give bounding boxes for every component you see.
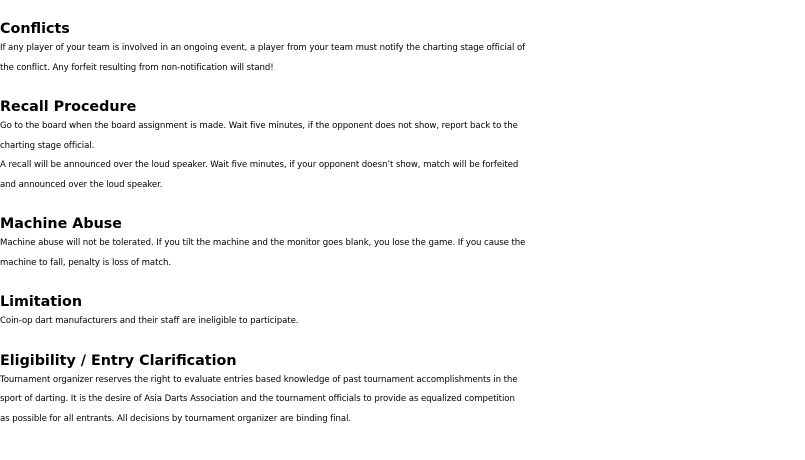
section-recall-procedure [0,98,805,195]
section-title: Limitation [0,294,83,310]
body-line: Go to the board when the board assignment is made. Wait five minutes, if the opponent does not show, report back to the [0,121,518,131]
body-line: If any player of your team is involved in an ongoing event, a player from your team must notify the charting stage official of [0,43,526,53]
body-line: machine to fall, penalty is loss of match. [0,257,172,268]
body-line: as possible for all entrants. All decisions by tournament organizer are binding final. [0,413,352,424]
section-body [0,234,805,273]
body-line: Tournament organizer reserves the right to evaluate entries based knowledge of past tournament accomplishments in the [0,374,518,385]
section-machine-abuse [0,215,805,273]
body-line: sport of darting. It is the desire of Asia Darts Association and the tournament officials to provide as equalized competition [0,394,515,404]
section-limitation [0,293,805,332]
section-title: Eligibility / Entry Clarification [0,352,237,369]
body-line: charting stage official. [0,140,95,151]
section-conflicts [0,20,805,78]
body-line: Machine abuse will not be tolerated. If you tilt the machine and the monitor goes blank, you lose the game. If you cause the [0,238,526,248]
section-body [0,371,805,430]
section-title: Conflicts [0,21,70,37]
section-body [0,312,805,332]
body-line: and announced over the loud speaker. [0,179,163,190]
section-title: Machine Abuse [0,216,122,232]
section-eligibility-entry-clarification [0,352,805,430]
section-body [0,39,805,78]
section-body [0,117,805,195]
body-line: the conflict. Any forfeit resulting from non-notification will stand! [0,62,274,73]
rules-document [0,20,805,449]
body-line: Coin-op dart manufacturers and their staff are ineligible to participate. [0,316,299,326]
section-title: Recall Procedure [0,99,137,115]
body-line: A recall will be announced over the loud speaker. Wait five minutes, if your opponent doesn’t show, match will be forfeited [0,160,519,170]
